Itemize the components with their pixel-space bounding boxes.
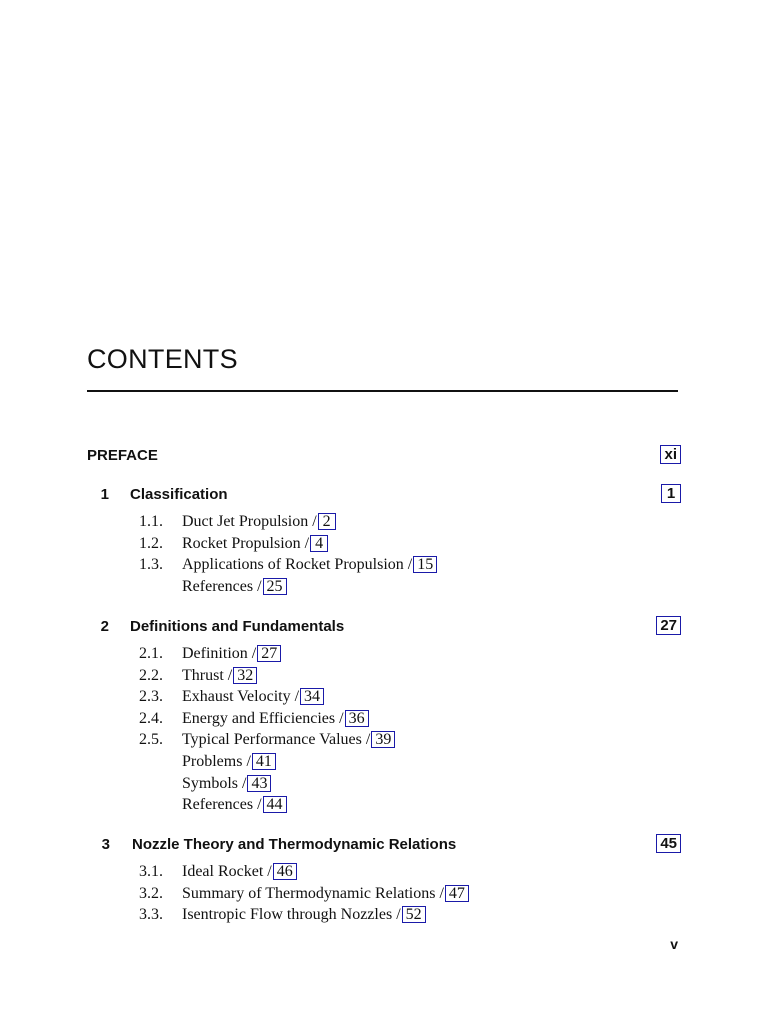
toc-entry — [0, 731, 768, 752]
entry-page-link[interactable]: 52 — [402, 906, 426, 923]
entry-separator: / — [227, 667, 233, 684]
toc-entry — [0, 775, 768, 796]
page-number: v — [670, 936, 678, 952]
entry-page-link[interactable]: 44 — [263, 796, 287, 813]
entry-title: Definition — [182, 645, 248, 662]
entry-title: Duct Jet Propulsion — [182, 513, 309, 530]
toc-chapter-1 — [0, 484, 768, 506]
entry-page-link[interactable]: 39 — [371, 731, 395, 748]
entry-page-link[interactable]: 41 — [252, 753, 276, 770]
entry-title: References — [182, 578, 254, 595]
chapter-page-link[interactable]: 1 — [661, 484, 681, 503]
entry-title: Ideal Rocket — [182, 863, 264, 880]
entry-separator: / — [267, 863, 272, 880]
entry-number: 2.2. — [139, 667, 163, 684]
entry-separator: / — [257, 578, 262, 595]
toc-entry — [0, 753, 768, 774]
chapter-title: Classification — [130, 486, 228, 503]
entry-title: Exhaust Velocity — [182, 688, 291, 705]
entry-page-link[interactable]: 4 — [310, 535, 328, 552]
entry-number: 1.1. — [139, 513, 163, 530]
toc-entry — [0, 556, 768, 577]
entry-page-link[interactable]: 27 — [257, 645, 281, 662]
entry-title: References — [182, 796, 254, 813]
entry-title: Energy and Efficiencies — [182, 710, 336, 727]
toc-chapter-2 — [0, 616, 768, 638]
entry-title: Symbols — [182, 775, 239, 792]
entry-separator: / — [407, 556, 413, 573]
entry-separator: / — [242, 775, 247, 792]
entry-title: Isentropic Flow through Nozzles — [182, 906, 393, 923]
entry-title: Typical Performance Values — [182, 731, 362, 748]
toc-entry — [0, 710, 768, 731]
preface-label: PREFACE — [87, 447, 158, 464]
toc-entry — [0, 513, 768, 534]
entry-page-link[interactable]: 46 — [273, 863, 297, 880]
entry-number: 2.4. — [139, 710, 163, 727]
entry-title: Rocket Propulsion — [182, 535, 301, 552]
entry-number: 3.2. — [139, 885, 163, 902]
toc-preface — [0, 445, 768, 467]
entry-page-link[interactable]: 2 — [318, 513, 336, 530]
entry-number: 2.1. — [139, 645, 163, 662]
chapter-page-link[interactable]: 27 — [656, 616, 681, 635]
entry-number: 2.5. — [139, 731, 163, 748]
preface-page-link[interactable]: xi — [660, 445, 681, 464]
entry-separator: / — [257, 796, 262, 813]
entry-separator: / — [396, 906, 401, 923]
toc-entry — [0, 645, 768, 666]
chapter-page-link[interactable]: 45 — [656, 834, 681, 853]
chapter-number: 1 — [100, 486, 109, 503]
entry-separator: / — [312, 513, 317, 530]
entry-number: 3.3. — [139, 906, 163, 923]
toc-entry — [0, 667, 768, 688]
entry-title: Applications of Rocket Propulsion — [182, 556, 404, 573]
entry-separator: / — [251, 645, 257, 662]
chapter-number: 3 — [101, 836, 110, 853]
chapter-title: Definitions and Fundamentals — [130, 618, 345, 635]
entry-separator: / — [246, 753, 251, 770]
entry-title: Problems — [182, 753, 243, 770]
entry-number: 3.1. — [139, 863, 163, 880]
entry-page-link[interactable]: 25 — [263, 578, 287, 595]
entry-title: Thrust — [182, 667, 224, 684]
toc-entry — [0, 578, 768, 599]
toc-entry — [0, 796, 768, 817]
entry-separator: / — [304, 535, 310, 552]
entry-separator: / — [339, 710, 344, 727]
chapter-number: 2 — [100, 618, 109, 635]
entry-page-link[interactable]: 34 — [300, 688, 324, 705]
entry-page-link[interactable]: 32 — [233, 667, 257, 684]
entry-page-link[interactable]: 36 — [345, 710, 369, 727]
title-rule — [87, 390, 678, 392]
toc-entry — [0, 688, 768, 709]
toc-entry — [0, 885, 768, 906]
entry-number: 1.2. — [139, 535, 163, 552]
toc-entry — [0, 535, 768, 556]
entry-title: Summary of Thermodynamic Relations — [182, 885, 436, 902]
entry-separator: / — [294, 688, 300, 705]
entry-page-link[interactable]: 43 — [247, 775, 271, 792]
page-title: CONTENTS — [87, 344, 238, 374]
entry-number: 2.3. — [139, 688, 163, 705]
entry-separator: / — [439, 885, 444, 902]
toc-entry — [0, 906, 768, 927]
toc-entry — [0, 863, 768, 884]
chapter-title: Nozzle Theory and Thermodynamic Relations — [132, 836, 457, 853]
toc-chapter-3 — [0, 834, 768, 856]
entry-page-link[interactable]: 15 — [413, 556, 437, 573]
entry-separator: / — [365, 731, 371, 748]
entry-page-link[interactable]: 47 — [445, 885, 469, 902]
entry-number: 1.3. — [139, 556, 163, 573]
